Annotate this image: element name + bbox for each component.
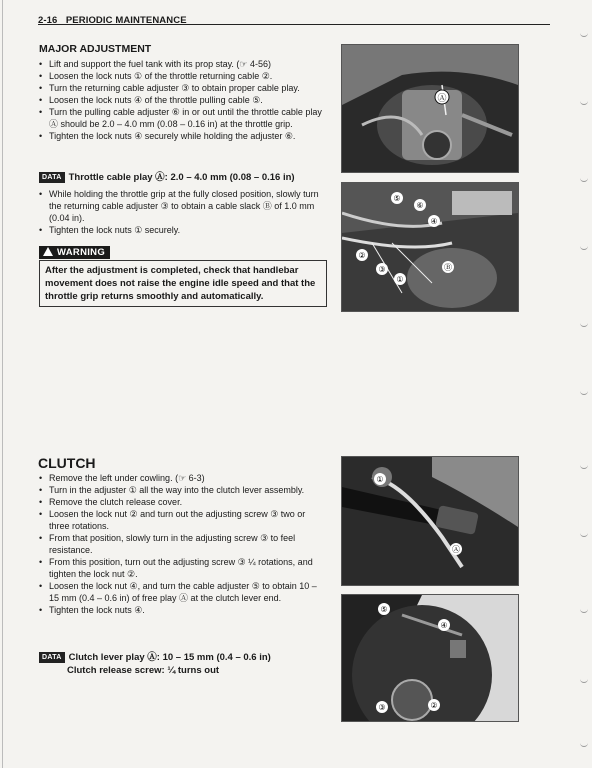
photo-callout: ③ bbox=[378, 265, 386, 274]
clutch-spec bbox=[39, 652, 271, 664]
throttle-spec bbox=[39, 172, 295, 184]
clutch-heading: CLUTCH bbox=[38, 455, 96, 471]
list-item: • Turn the pulling cable adjuster ⑥ in or out until the throttle cable play Ⓐ should be 2.0 – 4.0 mm (0.08 – 0.16 in) at the throttle grip. bbox=[39, 106, 326, 130]
clutch-steps-list bbox=[39, 472, 326, 616]
page-header bbox=[38, 10, 550, 25]
major-steps2-list bbox=[39, 188, 326, 236]
page-edge bbox=[2, 0, 3, 768]
major-adjustment-heading: MAJOR ADJUSTMENT bbox=[39, 43, 152, 55]
list-item: • Remove the clutch release cover. bbox=[39, 496, 326, 508]
binding-marks bbox=[578, 0, 588, 768]
list-item: • Loosen the lock nut ④, and turn the cable adjuster ⑤ to obtain 10 – 15 mm (0.4 – 0.6 in) of free play Ⓐ at the clutch lever end. bbox=[39, 580, 326, 604]
throttle-spec-text: Throttle cable play Ⓐ: 2.0 – 4.0 mm (0.08 – 0.16 in) bbox=[68, 172, 295, 183]
throttle-photo-1 bbox=[341, 44, 519, 173]
photo-callout: ② bbox=[358, 251, 366, 260]
warning-label: WARNING bbox=[57, 247, 106, 258]
list-item: • Tighten the lock nuts ① securely. bbox=[39, 224, 326, 236]
list-item: • While holding the throttle grip at the fully closed position, slowly turn the returning cable adjuster ③ to obtain a cable slack Ⓑ of 1.0 mm (0.04 in). bbox=[39, 188, 326, 224]
list-item: • Lift and support the fuel tank with its prop stay. (☞ 4-56) bbox=[39, 58, 326, 70]
photo-callout: Ⓐ bbox=[437, 94, 447, 104]
photo-callout: ① bbox=[376, 475, 384, 484]
warning-box: After the adjustment is completed, check that handlebar movement does not raise the engine idle speed and that the throttle grip returns smoothly and automatically. bbox=[39, 260, 327, 307]
photo-callout: ⑥ bbox=[416, 201, 424, 210]
major-steps-list bbox=[39, 58, 326, 142]
page-number: 2-16 bbox=[38, 15, 58, 26]
list-item: • Remove the left under cowling. (☞ 6-3) bbox=[39, 472, 326, 484]
data-badge: DATA bbox=[39, 652, 65, 663]
list-item: • Loosen the lock nuts ④ of the throttle pulling cable ⑤. bbox=[39, 94, 326, 106]
clutch-photo-1 bbox=[341, 456, 519, 586]
list-item: • Tighten the lock nuts ④. bbox=[39, 604, 326, 616]
data-badge: DATA bbox=[39, 172, 65, 183]
photo-callout: ⑤ bbox=[393, 194, 401, 203]
photo-callout: ③ bbox=[378, 703, 386, 712]
photo-callout: ④ bbox=[430, 217, 438, 226]
photo-callout: Ⓑ bbox=[444, 263, 452, 272]
clutch-spec-line1: Clutch lever play Ⓐ: 10 – 15 mm (0.4 – 0.6 in) bbox=[68, 652, 271, 663]
clutch-spec-line2: Clutch release screw: ¼ turns out bbox=[67, 665, 220, 676]
warning-triangle-icon bbox=[43, 247, 53, 256]
list-item: • From this position, turn out the adjusting screw ③ ¼ rotations, and tighten the lock nut ②. bbox=[39, 556, 326, 580]
photo-callout: ⑤ bbox=[380, 605, 388, 614]
list-item: • From that position, slowly turn in the adjusting screw ③ to feel resistance. bbox=[39, 532, 326, 556]
photo-callout: ② bbox=[430, 701, 438, 710]
section-title: PERIODIC MAINTENANCE bbox=[65, 15, 187, 26]
photo-callout: Ⓐ bbox=[452, 545, 460, 554]
list-item: • Loosen the lock nuts ① of the throttle returning cable ②. bbox=[39, 70, 326, 82]
list-item: • Tighten the lock nuts ④ securely while holding the adjuster ⑥. bbox=[39, 130, 326, 142]
warning-badge bbox=[39, 246, 110, 259]
photo-callout: ① bbox=[396, 275, 404, 284]
photo-callout: ④ bbox=[440, 621, 448, 630]
throttle-photo-2 bbox=[341, 182, 519, 312]
clutch-photo-2 bbox=[341, 594, 519, 722]
list-item: • Loosen the lock nut ② and turn out the adjusting screw ③ two or three rotations. bbox=[39, 508, 326, 532]
list-item: • Turn in the adjuster ① all the way into the clutch lever assembly. bbox=[39, 484, 326, 496]
list-item: • Turn the returning cable adjuster ③ to obtain proper cable play. bbox=[39, 82, 326, 94]
